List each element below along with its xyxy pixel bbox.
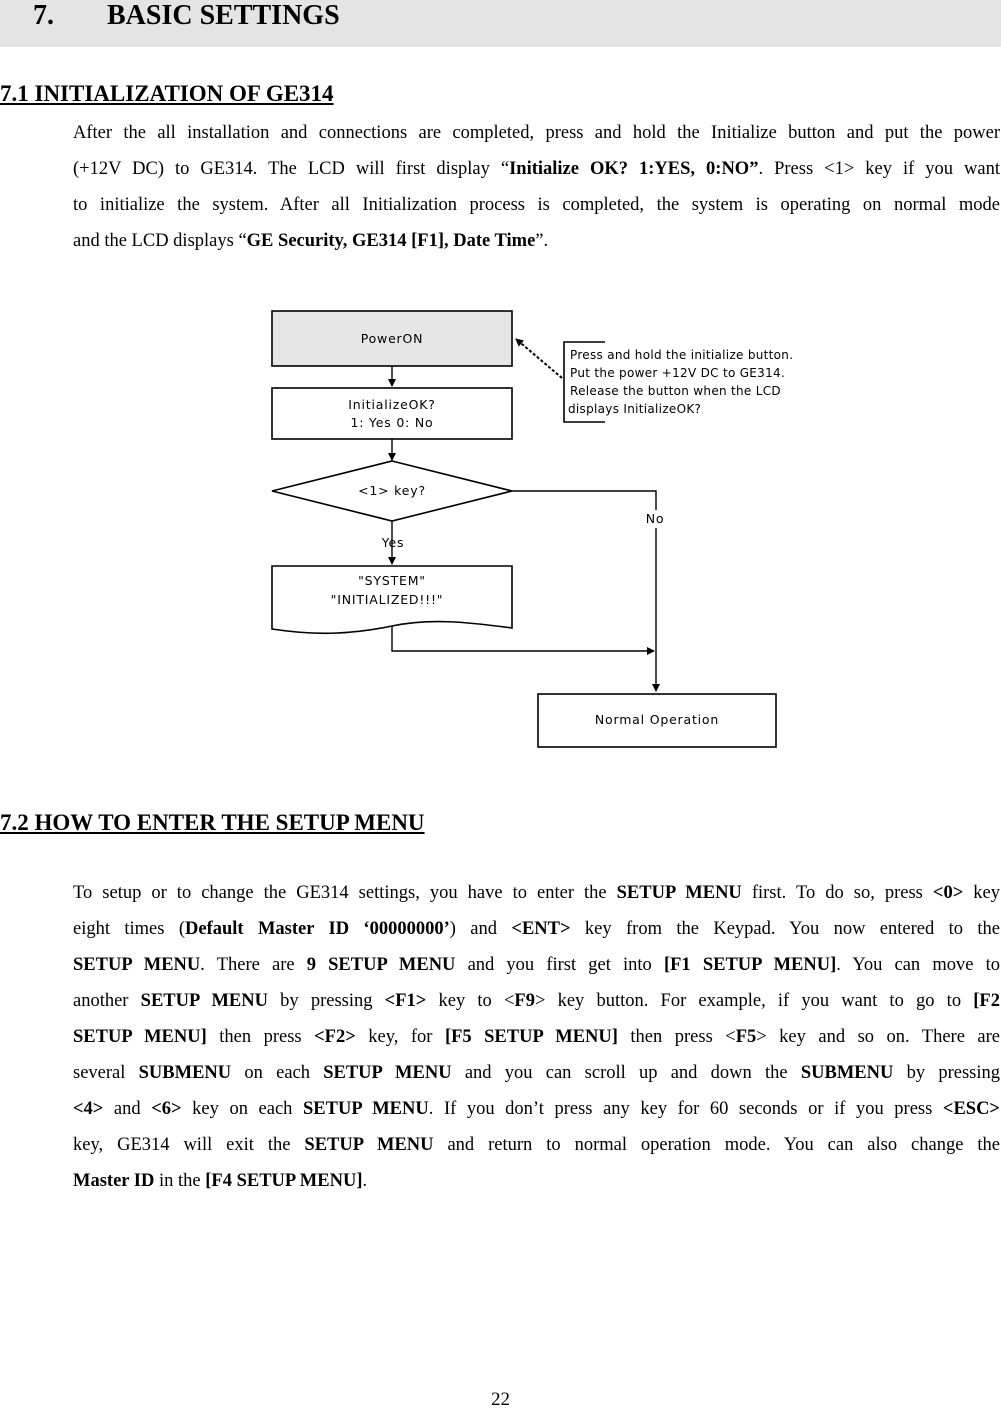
text-run: and you can scroll up and down the	[451, 1063, 801, 1083]
text-run: . There are	[200, 955, 307, 975]
bold-text: <0>	[932, 883, 964, 903]
text-run: on each	[231, 1063, 324, 1083]
bold-text: <ENT>	[511, 919, 571, 939]
bold-text: SUBMENU	[138, 1063, 232, 1083]
bold-text: [F1 SETUP MENU]	[663, 955, 837, 975]
note-line1: Press and hold the initialize button.	[570, 348, 794, 362]
text-run: .	[362, 1171, 368, 1191]
system-line1: "SYSTEM"	[358, 573, 426, 588]
initialize-ok-line2: 1: Yes 0: No	[350, 415, 434, 430]
bold-text: <F1>	[384, 991, 427, 1011]
paragraph-line	[73, 875, 1000, 911]
paragraph-line	[73, 1019, 1000, 1055]
text-run: key, for	[355, 1027, 445, 1047]
text-run: and	[103, 1099, 152, 1119]
bold-text: Initialize OK? 1:YES, 0:NO”	[509, 159, 759, 179]
note-line2: Put the power +12V DC to GE314.	[570, 366, 786, 380]
paragraph-line	[73, 911, 1000, 947]
paragraph-initialization	[73, 115, 1000, 259]
arrow-no	[512, 491, 656, 691]
text-run: > key button. For example, if you want to go to	[534, 991, 974, 1011]
bold-text: SETUP MENU	[616, 883, 742, 903]
note-line3: Release the button when the LCD	[570, 384, 781, 398]
text-run: first. To do so, press	[741, 883, 933, 903]
text-run: (+12V DC) to GE314. The LCD will first display “	[73, 159, 510, 179]
bold-text: SETUP MENU	[140, 991, 268, 1011]
paragraph-line	[73, 115, 1000, 151]
bold-text: SETUP MENU	[73, 955, 201, 975]
text-run: . You can move to	[836, 955, 1000, 975]
text-run: . If you don’t press any key for 60 seconds or if you press	[428, 1099, 943, 1119]
initialize-ok-line1: InitializeOK?	[348, 397, 436, 412]
text-run: eight times (	[73, 919, 185, 939]
section-heading-initialization: 7.1 INITIALIZATION OF GE314	[0, 81, 334, 106]
power-on-label: PowerON	[360, 331, 424, 346]
bold-text: [F5 SETUP MENU]	[444, 1027, 618, 1047]
paragraph-line	[73, 223, 1000, 259]
decision-label: <1> key?	[358, 483, 426, 498]
bold-text: [F4 SETUP MENU]	[205, 1171, 363, 1191]
arrow-system-to-normal	[392, 626, 654, 651]
paragraph-line	[73, 1127, 1000, 1163]
text-run: and return to normal operation mode. You can also change the	[433, 1135, 1000, 1155]
bold-text: GE Security, GE314 [F1], Date Time	[246, 231, 536, 251]
text-run: by pressing	[893, 1063, 1000, 1083]
text-run: > key and so on. There are	[756, 1027, 1000, 1047]
text-run: then press	[206, 1027, 315, 1047]
chapter-title: BASIC SETTINGS	[107, 0, 340, 31]
bold-text: SETUP MENU]	[73, 1027, 207, 1047]
bold-text: <4>	[73, 1099, 104, 1119]
paragraph-setup-menu	[73, 875, 1000, 1199]
text-run: in the	[154, 1171, 206, 1191]
text-run: another	[73, 991, 141, 1011]
bold-text: F9	[514, 991, 535, 1011]
text-run: key	[963, 883, 1000, 903]
paragraph-line	[73, 947, 1000, 983]
text-run: To setup or to change the GE314 settings, you have to enter the	[73, 883, 617, 903]
yes-label: Yes	[381, 535, 405, 550]
paragraph-line	[73, 983, 1000, 1019]
text-run: to initialize the system. After all Initialization process is completed, the system is operating on normal mode	[73, 195, 1000, 215]
paragraph-line	[73, 1091, 1000, 1127]
bold-text: Master ID	[73, 1171, 155, 1191]
bold-text: <ESC>	[942, 1099, 1000, 1119]
text-run: After the all installation and connections are completed, press and hold the Initialize button and put the power	[73, 123, 1000, 143]
text-run: and the LCD displays “	[73, 231, 247, 251]
page-number: 22	[491, 1389, 510, 1410]
text-run: then press <	[617, 1027, 736, 1047]
text-run: ) and	[449, 919, 512, 939]
initialize-ok-box	[272, 388, 512, 439]
chapter-header-bar	[0, 0, 1001, 47]
bold-text: 9 SETUP MENU	[306, 955, 456, 975]
paragraph-line	[73, 1163, 1000, 1199]
text-run: key to <	[426, 991, 515, 1011]
system-line2: "INITIALIZED!!!"	[330, 592, 444, 607]
text-run: key from the Keypad. You now entered to the	[570, 919, 1000, 939]
bold-text: SETUP MENU	[323, 1063, 452, 1083]
bold-text: SETUP MENU	[304, 1135, 434, 1155]
text-run: and you first get into	[455, 955, 664, 975]
bold-text: [F2	[973, 991, 1000, 1011]
paragraph-line	[73, 151, 1000, 187]
paragraph-line	[73, 187, 1000, 223]
bold-text: <6>	[151, 1099, 182, 1119]
normal-operation-label: Normal Operation	[594, 712, 720, 727]
text-run: key on each	[181, 1099, 304, 1119]
bold-text: F5	[735, 1027, 757, 1047]
note-dashed-arrow	[516, 339, 562, 378]
text-run: key, GE314 will exit the	[73, 1135, 305, 1155]
bold-text: SETUP MENU	[303, 1099, 429, 1119]
text-run: ”.	[535, 231, 549, 251]
section-heading-setup-menu: 7.2 HOW TO ENTER THE SETUP MENU	[0, 810, 425, 835]
text-run: several	[73, 1063, 139, 1083]
note-line4: displays InitializeOK?	[568, 402, 702, 416]
chapter-number: 7.	[33, 0, 54, 31]
initialization-flowchart	[262, 300, 822, 760]
bold-text: Default Master ID ‘00000000’	[185, 919, 450, 939]
paragraph-line	[73, 1055, 1000, 1091]
text-run: by pressing	[267, 991, 385, 1011]
no-label: No	[645, 511, 665, 526]
bold-text: <F2>	[314, 1027, 356, 1047]
bold-text: SUBMENU	[800, 1063, 894, 1083]
text-run: . Press <1> key if you want	[758, 159, 1000, 179]
